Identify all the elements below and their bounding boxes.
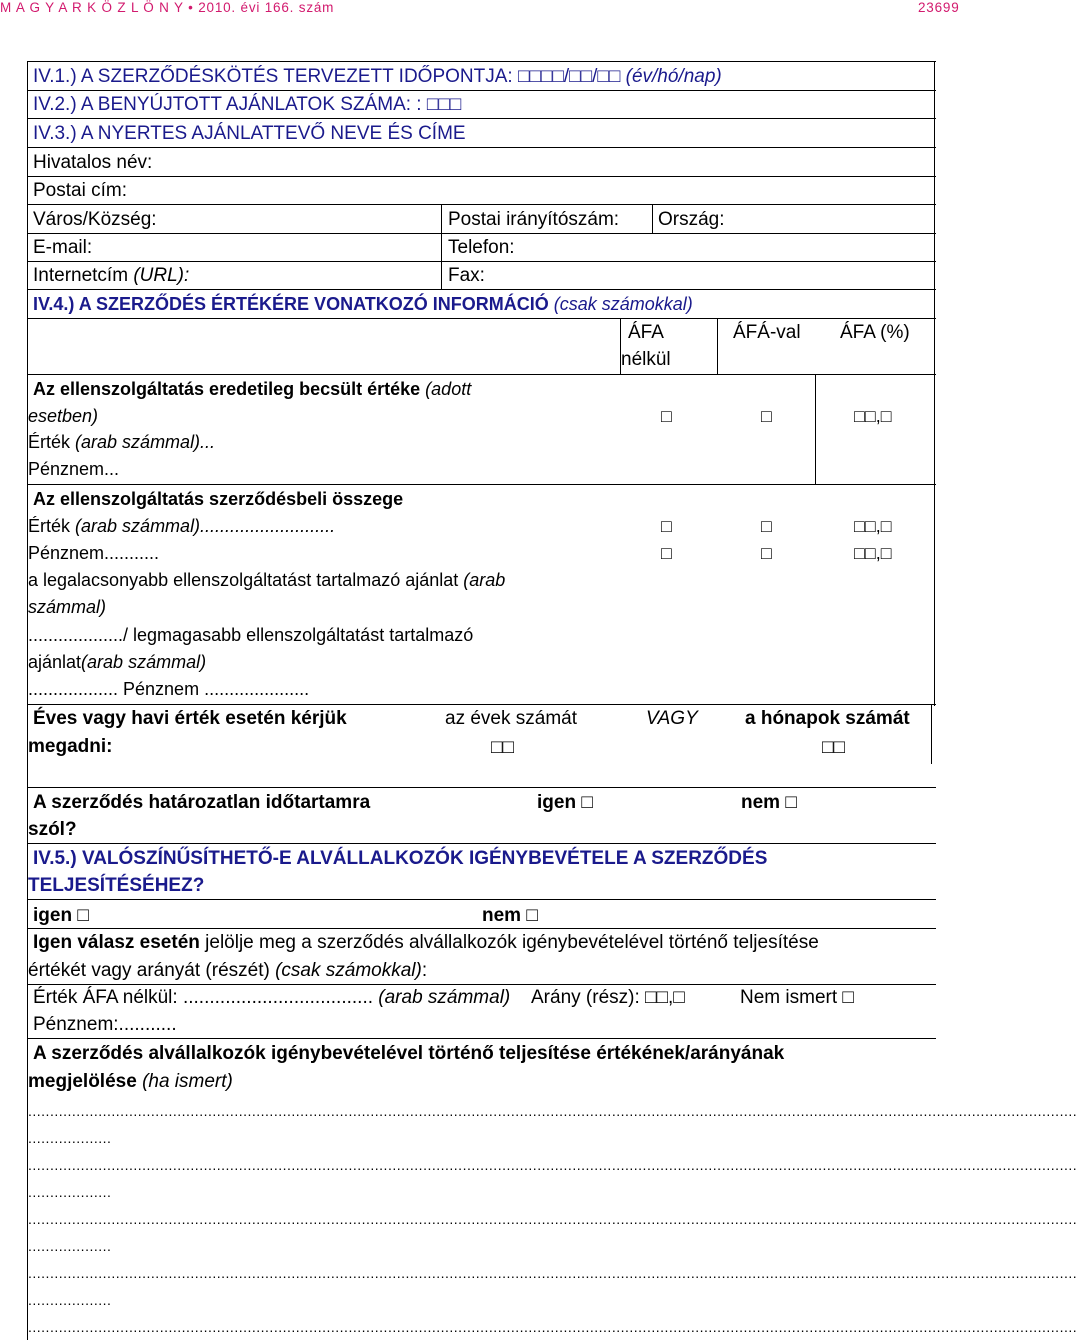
divider [441, 204, 442, 289]
divider [27, 90, 936, 91]
months-field[interactable]: □□ [822, 737, 845, 758]
marking-title: A szerződés alvállalkozók igénybevételével történő teljesítése értékének/arányának [33, 1043, 785, 1064]
section-iv5-2: TELJESÍTÉSÉHEZ? [28, 875, 205, 896]
journal-header: M A G Y A R K Ö Z L Ö N Y • 2010. évi 166. szám [0, 0, 335, 15]
value-label: Érték [28, 516, 71, 536]
indef-yes-checkbox[interactable]: igen □ [537, 792, 593, 813]
fax-label: Fax: [448, 265, 485, 286]
divider [27, 843, 936, 844]
col-vat-incl: ÁFÁ-val [733, 322, 801, 343]
indef-question: A szerződés határozatlan időtartamra [33, 792, 371, 813]
divider [27, 787, 936, 788]
postal-address-label: Postai cím: [33, 180, 127, 201]
divider [27, 147, 936, 148]
estimated-value [28, 431, 215, 453]
or-label: VAGY [646, 708, 698, 729]
official-name-label: Hivatalos név: [33, 152, 153, 173]
divider [27, 204, 936, 205]
section-iv1-label: IV.1.) A SZERZŐDÉSKÖTÉS TERVEZETT IDŐPONTJA: □□□□/□□/□□ [33, 66, 621, 87]
dotted-line[interactable]: ............................................................................................................................................................................................................................................... [28, 1319, 1077, 1335]
divider [27, 374, 936, 375]
offer-currency: .................. Pénznem ..................... [28, 679, 310, 699]
lowest-offer-suffix: (arab [463, 570, 506, 590]
dotted-line-short[interactable]: ................... [28, 1184, 112, 1200]
section-iv2: IV.2.) A BENYÚJTOTT AJÁNLATOK SZÁMA: : □□□ [33, 94, 462, 115]
dotted-line[interactable]: ............................................................................................................................................................................................................................................... [28, 1157, 1077, 1173]
postcode-label: Postai irányítószám: [448, 209, 620, 230]
divider [27, 176, 936, 177]
section-iv1-suffix: (év/hó/nap) [625, 66, 722, 87]
section-iv4-suffix: (csak számokkal) [553, 294, 693, 314]
field-vat-pct[interactable]: □□,□ [854, 543, 892, 563]
highest-offer-cont [28, 651, 206, 673]
divider [27, 704, 936, 705]
lowest-offer-cont: számmal) [28, 597, 107, 617]
divider [27, 899, 936, 900]
dotted-line[interactable]: ............................................................................................................................................................................................................................................... [28, 1265, 1077, 1281]
divider [27, 928, 936, 929]
section-iv4 [33, 293, 693, 315]
divider [27, 484, 936, 485]
subcontract-answer [33, 932, 819, 954]
url-label-suffix: (URL): [133, 265, 190, 286]
country-label: Ország: [658, 209, 725, 230]
page-number: 23699 [918, 0, 960, 15]
marking-title-2-text: megjelölése [28, 1071, 137, 1092]
field-vat-pct[interactable]: □□,□ [854, 516, 892, 536]
indef-question-2: szól? [28, 819, 77, 840]
checkbox-vat-excl[interactable]: □ [661, 516, 672, 536]
highest-offer-text: / legmagasabb ellenszolgáltatást tartalmazó [123, 625, 474, 645]
annual-title: Éves vagy havi érték esetén kérjük [33, 708, 347, 729]
subcontract-ratio-field[interactable]: Arány (rész): □□,□ [531, 987, 685, 1008]
col-vat-pct: ÁFA (%) [840, 322, 910, 343]
subcontract-yes-checkbox[interactable]: igen □ [33, 905, 89, 926]
divider [27, 233, 936, 234]
subcontract-unknown-checkbox[interactable]: Nem ismert □ [740, 987, 854, 1008]
marking-title-2 [28, 1071, 233, 1093]
estimated-title [33, 378, 471, 400]
checkbox-vat-excl[interactable]: □ [661, 406, 672, 426]
estimated-currency: Pénznem... [28, 459, 120, 479]
divider [620, 318, 621, 374]
dotted-line-short[interactable]: ................... [28, 1130, 112, 1146]
divider [27, 318, 936, 319]
subcontract-currency: Pénznem:........... [33, 1014, 177, 1035]
divider [931, 704, 932, 764]
subcontract-value-suffix: (arab számmal) [378, 987, 511, 1008]
section-iv5: IV.5.) VALÓSZÍNŰSÍTHETŐ-E ALVÁLLALKOZÓK IGÉNYBEVÉTELE A SZERZŐDÉS [33, 848, 768, 869]
lowest-offer [28, 569, 505, 591]
dotted-line-short[interactable]: ................... [28, 1238, 112, 1254]
checkbox-vat-incl[interactable]: □ [761, 516, 772, 536]
section-iv3: IV.3.) A NYERTES AJÁNLATTEVŐ NEVE ÉS CÍME [33, 123, 466, 144]
answer-bold: Igen válasz esetén [33, 932, 200, 953]
url-label-text: Internetcím [33, 265, 129, 286]
indef-no-checkbox[interactable]: nem □ [741, 792, 797, 813]
section-iv1 [33, 66, 722, 88]
estimated-title-text: Az ellenszolgáltatás eredetileg becsült értéke [33, 379, 421, 399]
divider [27, 1038, 936, 1039]
highest-offer-dots: ................... [28, 625, 124, 645]
dotted-line[interactable]: ............................................................................................................................................................................................................................................... [28, 1103, 1077, 1119]
divider [717, 318, 718, 374]
checkbox-vat-incl[interactable]: □ [761, 543, 772, 563]
subcontract-answer-2 [28, 960, 427, 982]
dotted-line[interactable]: ............................................................................................................................................................................................................................................... [28, 1211, 1077, 1227]
answer-text-2-suffix: (csak számokkal) [275, 960, 422, 981]
highest-offer-cont-text: ajánlat [28, 652, 82, 672]
dotted-line-short[interactable]: ................... [28, 1292, 112, 1308]
marking-title-suffix: (ha ismert) [142, 1071, 233, 1092]
annual-title-2: megadni: [28, 736, 113, 757]
contract-title: Az ellenszolgáltatás szerződésbeli összege [33, 489, 404, 509]
months-label: a hónapok számát [745, 708, 910, 729]
answer-text-2: értékét vagy arányát (részét) [28, 960, 270, 981]
checkbox-vat-incl[interactable]: □ [761, 406, 772, 426]
estimated-title-suffix: (adott [425, 379, 472, 399]
value-label: Érték [28, 432, 71, 452]
subcontract-value [33, 987, 510, 1009]
lowest-offer-text: a legalacsonyabb ellenszolgáltatást tartalmazó ajánlat [28, 570, 459, 590]
form-top-border [27, 61, 936, 62]
divider [652, 204, 653, 233]
form-right-border [934, 61, 935, 706]
divider [27, 984, 936, 985]
estimated-title-cont: esetben) [28, 406, 99, 426]
divider [27, 289, 936, 290]
highest-offer [28, 624, 473, 646]
contract-value [28, 515, 335, 537]
contract-currency: Pénznem........... [28, 543, 160, 563]
phone-label: Telefon: [448, 237, 515, 258]
email-label: E-mail: [33, 237, 93, 258]
highest-offer-cont-suffix: (arab számmal) [81, 652, 207, 672]
value-suffix: (arab számmal)... [75, 432, 216, 452]
subcontract-value-label: Érték ÁFA nélkül: .................................... [33, 987, 373, 1008]
city-label: Város/Község: [33, 209, 157, 230]
answer-text: jelölje meg a szerződés alvállalkozók igénybevételével történő teljesítése [205, 932, 819, 953]
col-vat-excl-2: nélkül [621, 349, 671, 370]
field-vat-pct[interactable]: □□,□ [854, 406, 892, 426]
col-vat-excl: ÁFA [628, 322, 664, 343]
years-label: az évek számát [445, 708, 577, 729]
checkbox-vat-excl[interactable]: □ [661, 543, 672, 563]
value-suffix: (arab számmal)........................... [75, 516, 336, 536]
years-field[interactable]: □□ [491, 737, 514, 758]
subcontract-no-checkbox[interactable]: nem □ [482, 905, 538, 926]
section-iv4-label: IV.4.) A SZERZŐDÉS ÉRTÉKÉRE VONATKOZÓ INFORMÁCIÓ [33, 294, 549, 314]
form-left-border [27, 61, 28, 1340]
divider [27, 118, 936, 119]
answer-colon: : [421, 960, 428, 981]
divider [815, 374, 816, 484]
url-label [33, 265, 189, 287]
divider [27, 261, 936, 262]
